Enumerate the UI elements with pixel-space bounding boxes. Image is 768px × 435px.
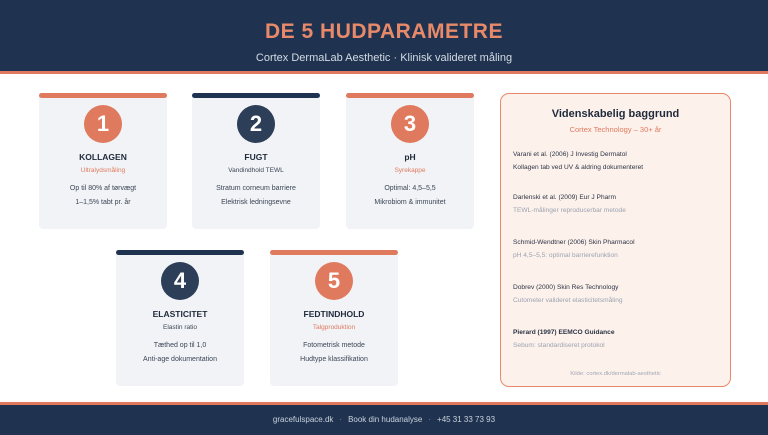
footer-booking-link[interactable]: Book din hudanalyse [348, 415, 423, 424]
reference-note: pH 4,5–5,5: optimal barrierefunktion [513, 252, 618, 259]
parameter-card-fugt [192, 93, 320, 229]
card-accent-bar [192, 93, 320, 98]
footer-website-link[interactable]: gracefulspace.dk [272, 415, 334, 424]
card-detail: Optimal: 4,5–5,5 [384, 185, 436, 192]
reference-note: TEWL-målinger reproducerbar metode [513, 207, 626, 214]
card-title: KOLLAGEN [79, 152, 127, 162]
number-badge: 1 [84, 105, 122, 143]
card-accent-bar [116, 250, 244, 255]
card-detail: Hudtype klassifikation [300, 356, 368, 363]
card-accent-bar [270, 250, 398, 255]
card-accent-bar [39, 93, 167, 98]
card-title: pH [404, 152, 416, 162]
number-badge: 5 [315, 262, 353, 300]
card-detail: 1–1,5% tabt pr. år [75, 199, 131, 206]
reference-item [513, 193, 718, 216]
reference-title: Pierard (1997) EEMCO Guidance [513, 329, 615, 336]
card-title: ELASTICITET [152, 309, 208, 319]
number-badge: 4 [161, 262, 199, 300]
source-note: Kilde: cortex.dk/dermalab-aesthetic [570, 371, 661, 377]
card-detail: Op til 80% af tørvægt [69, 185, 137, 192]
reference-note: Kollagen tab ved UV & aldring dokumenteret [513, 164, 644, 171]
card-subtitle: Vandindhold TEWL [228, 167, 284, 174]
header-banner [0, 0, 768, 74]
reference-title: Darlenski et al. (2009) Eur J Pharm [513, 194, 616, 201]
parameter-card-elasticitet [116, 250, 244, 386]
card-title: FUGT [244, 152, 268, 162]
footer-separator: · [339, 415, 343, 424]
page-subtitle: Cortex DermaLab Aesthetic · Klinisk valideret måling [255, 52, 513, 64]
card-subtitle: Syrekappe [394, 167, 426, 174]
number-badge: 2 [237, 105, 275, 143]
reference-title: Varani et al. (2006) J Investig Dermatol [513, 151, 627, 158]
footer-bar [0, 402, 768, 435]
card-detail: Anti-age dokumentation [143, 356, 217, 363]
parameter-card-ph [346, 93, 474, 229]
number-badge: 3 [391, 105, 429, 143]
card-detail: Tæthed op til 1,0 [153, 342, 207, 349]
reference-title: Dobrev (2000) Skin Res Technology [513, 284, 619, 291]
footer-phone-link[interactable]: +45 31 33 73 93 [437, 415, 496, 424]
card-detail: Stratum corneum barriere [216, 185, 296, 192]
panel-title: Videnskabelig baggrund [551, 108, 680, 120]
card-detail: Mikrobiom & immunitet [374, 199, 446, 206]
parameter-card-kollagen [39, 93, 167, 229]
card-subtitle: Ultralydsmåling [80, 167, 126, 174]
reference-item [513, 328, 718, 351]
panel-subtitle: Cortex Technology – 30+ år [569, 125, 662, 134]
reference-item [513, 283, 718, 306]
card-title: FEDTINDHOLD [303, 309, 365, 319]
card-detail: Elektrisk ledningsevne [221, 199, 291, 206]
card-subtitle: Elastin ratio [163, 324, 197, 331]
reference-item [513, 238, 718, 261]
science-panel [500, 93, 731, 387]
page-title: DE 5 HUDPARAMETRE [265, 20, 503, 43]
reference-item [513, 150, 718, 173]
card-detail: Fotometrisk metode [303, 342, 365, 349]
reference-title: Schmid-Wendtner (2006) Skin Pharmacol [513, 239, 635, 246]
card-accent-bar [346, 93, 474, 98]
reference-note: Sebum: standardiseret protokol [513, 342, 605, 349]
card-subtitle: Talgproduktion [312, 324, 356, 331]
reference-note: Cutometer valideret elasticitetsmåling [513, 297, 623, 304]
footer-separator: · [428, 415, 432, 424]
parameter-card-fedtindhold [270, 250, 398, 386]
